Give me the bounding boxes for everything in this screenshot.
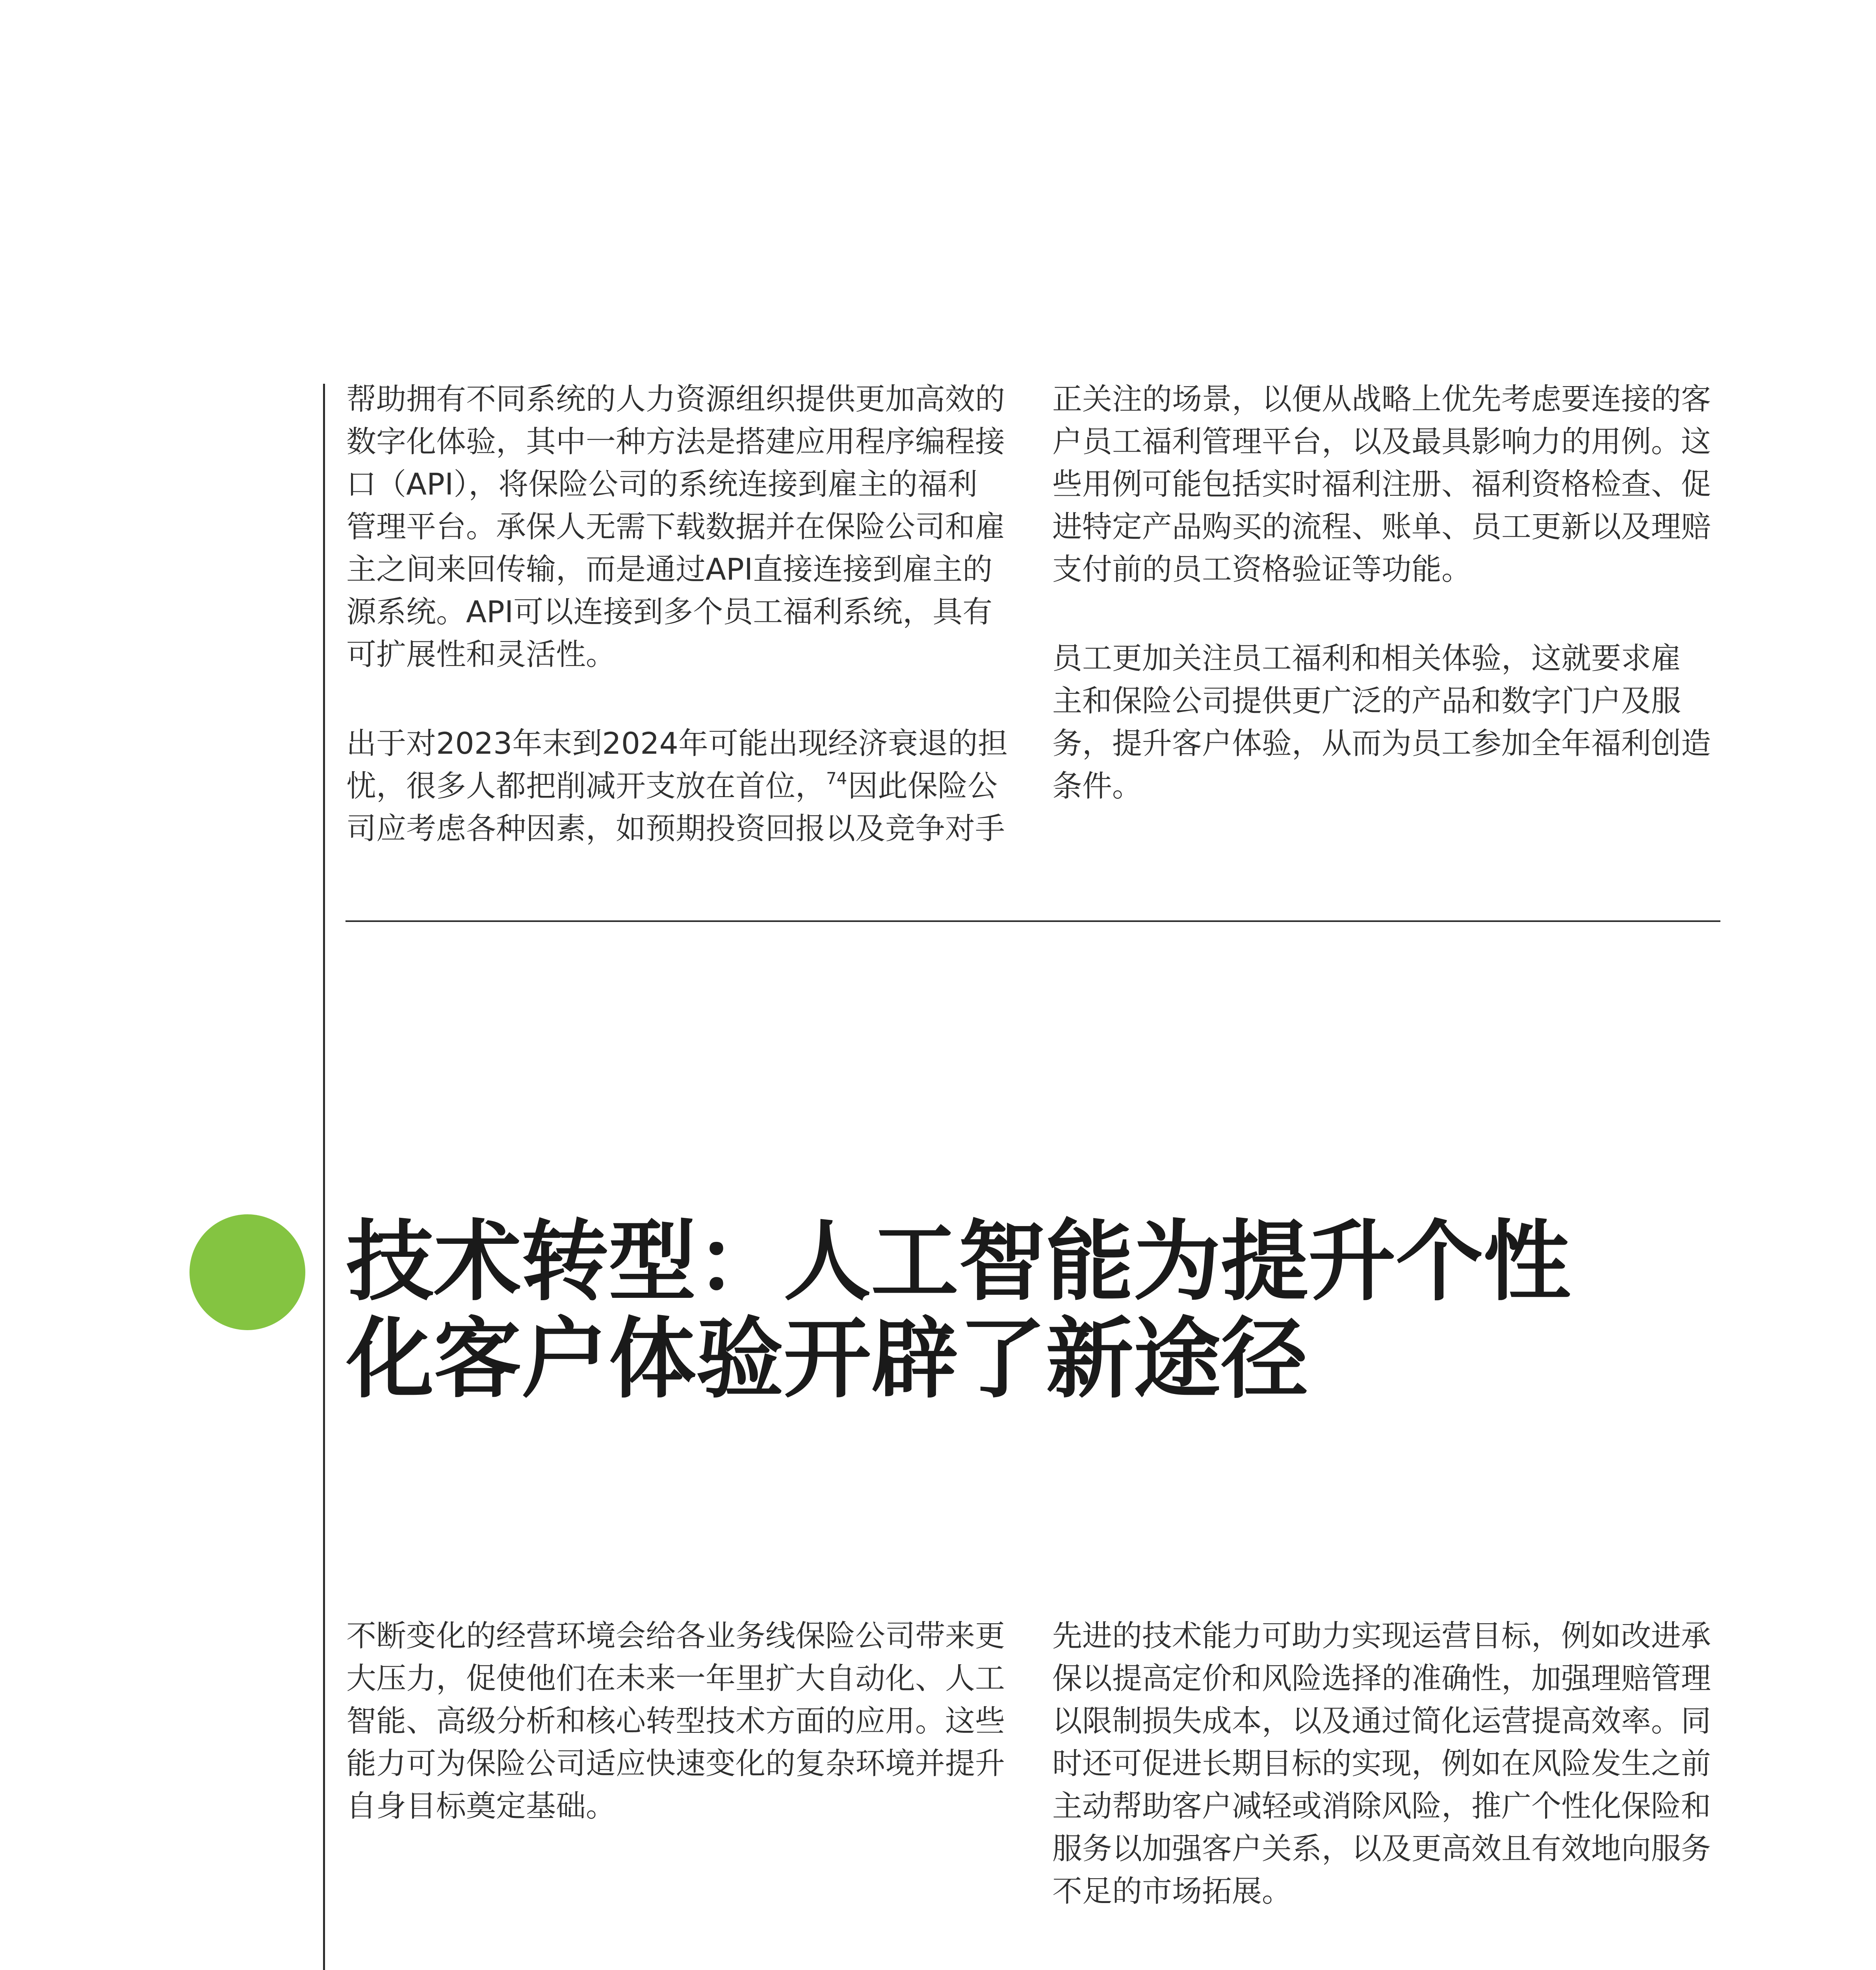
text-line: 源系统。API可以连接到多个员工福利系统，具有 — [346, 594, 993, 629]
section-heading-line: 化客户体验开辟了新途径 — [346, 1308, 1308, 1410]
text-line: 员工更加关注员工福利和相关体验，这就要求雇 — [1052, 641, 1681, 676]
text-segment: 忧，很多人都把削减开支放在首位， — [346, 768, 825, 803]
text-line: 口（API），将保险公司的系统连接到雇主的福利 — [346, 466, 978, 502]
text-line: 些用例可能包括实时福利注册、福利资格检查、促 — [1052, 466, 1711, 502]
text-line: 智能、高级分析和核心转型技术方面的应用。这些 — [346, 1703, 1005, 1738]
horizontal-divider — [345, 920, 1720, 922]
text-line: 不足的市场拓展。 — [1052, 1873, 1292, 1909]
text-line: 进特定产品购买的流程、账单、员工更新以及理赔 — [1052, 509, 1711, 544]
text-line: 以限制损失成本，以及通过简化运营提高效率。同 — [1052, 1703, 1711, 1738]
paragraph — [346, 378, 1016, 676]
text-line: 时还可促进长期目标的实现，例如在风险发生之前 — [1052, 1746, 1711, 1781]
text-line: 服务以加强客户关系，以及更高效且有效地向服务 — [1052, 1831, 1711, 1866]
section-heading-line: 技术转型：人工智能为提升个性 — [346, 1211, 1571, 1313]
text-line: 司应考虑各种因素，如预期投资回报以及竞争对手 — [346, 811, 1005, 846]
text-line: 可扩展性和灵活性。 — [346, 637, 616, 672]
text-line: 大压力，促使他们在未来一年里扩大自动化、人工 — [346, 1661, 1005, 1696]
paragraph — [346, 1615, 1016, 1827]
text-line: 务，提升客户体验，从而为员工参加全年福利创造 — [1052, 726, 1711, 761]
text-line: 主之间来回传输，而是通过API直接连接到雇主的 — [346, 552, 993, 587]
section-marker-dot — [189, 1214, 305, 1330]
section-heading — [346, 1211, 1725, 1410]
text-line: 帮助拥有不同系统的人力资源组织提供更加高效的 — [346, 381, 1005, 416]
paragraph — [1052, 378, 1722, 591]
text-line: 数字化体验，其中一种方法是搭建应用程序编程接 — [346, 424, 1005, 459]
text-line: 主动帮助客户减轻或消除风险，推广个性化保险和 — [1052, 1788, 1711, 1823]
text-segment: 因此保险公 — [848, 768, 998, 803]
text-line: 管理平台。承保人无需下载数据并在保险公司和雇 — [346, 509, 1005, 544]
vertical-divider — [323, 384, 325, 1970]
section-left-text-column — [346, 1615, 1016, 1827]
text-line: 出于对2023年末到2024年可能出现经济衰退的担 — [346, 726, 1008, 761]
intro-left-text-column — [346, 378, 1016, 850]
text-line-with-footnote — [346, 765, 1016, 807]
paragraph — [1052, 637, 1722, 807]
text-line: 自身目标奠定基础。 — [346, 1788, 616, 1823]
text-line: 支付前的员工资格验证等功能。 — [1052, 552, 1471, 587]
text-line: 条件。 — [1052, 768, 1142, 803]
text-line: 户员工福利管理平台，以及最具影响力的用例。这 — [1052, 424, 1711, 459]
footnote-reference: 74 — [826, 768, 847, 788]
text-line: 能力可为保险公司适应快速变化的复杂环境并提升 — [346, 1746, 1005, 1781]
paragraph — [346, 722, 1016, 850]
text-line: 保以提高定价和风险选择的准确性，加强理赔管理 — [1052, 1661, 1711, 1696]
text-line: 主和保险公司提供更广泛的产品和数字门户及服 — [1052, 683, 1681, 718]
intro-right-text-column — [1052, 378, 1722, 807]
section-right-text-column — [1052, 1615, 1722, 1912]
text-line: 不断变化的经营环境会给各业务线保险公司带来更 — [346, 1618, 1005, 1653]
text-line: 正关注的场景，以便从战略上优先考虑要连接的客 — [1052, 381, 1711, 416]
text-line: 先进的技术能力可助力实现运营目标，例如改进承 — [1052, 1618, 1711, 1653]
paragraph — [1052, 1615, 1722, 1912]
